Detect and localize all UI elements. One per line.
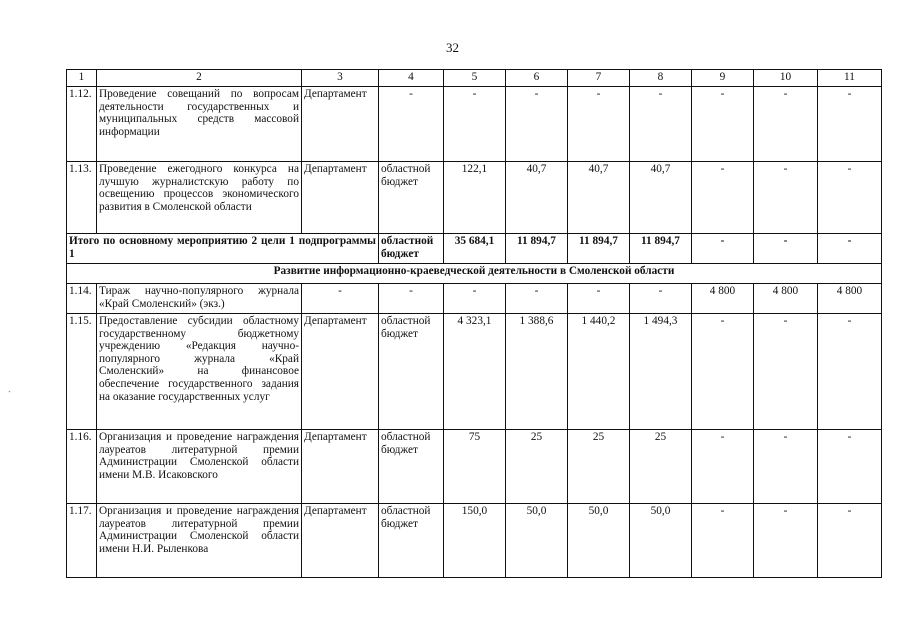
- row-value: 4 800: [818, 284, 882, 314]
- row-value: -: [506, 284, 568, 314]
- column-header: 3: [302, 70, 379, 87]
- row-value: 1 494,3: [630, 314, 692, 430]
- row-value: 25: [630, 430, 692, 504]
- section-header-row: [67, 264, 882, 284]
- row-value: -: [818, 87, 882, 162]
- row-number: 1.14.: [67, 284, 97, 314]
- row-name: Тираж научно-популярного журнала «Край Смоленский» (экз.): [97, 284, 302, 314]
- row-number: 1.15.: [67, 314, 97, 430]
- total-label: Итого по основному мероприятию 2 цели 1 подпрограммы 1: [67, 234, 379, 264]
- row-value: -: [818, 430, 882, 504]
- row-value: -: [630, 87, 692, 162]
- row-value: 50,0: [568, 504, 630, 578]
- column-header: 8: [630, 70, 692, 87]
- total-value: -: [818, 234, 882, 264]
- column-header: 5: [444, 70, 506, 87]
- column-header: 7: [568, 70, 630, 87]
- row-source: областной бюджет: [379, 504, 444, 578]
- row-value: -: [754, 504, 818, 578]
- total-value: 35 684,1: [444, 234, 506, 264]
- column-header: 10: [754, 70, 818, 87]
- row-value: -: [818, 162, 882, 234]
- row-value: -: [754, 430, 818, 504]
- row-value: -: [692, 162, 754, 234]
- row-name: Проведение совещаний по вопросам деятельности государственных и муниципальных средств массовой информации: [97, 87, 302, 162]
- total-row: [67, 234, 882, 264]
- row-value: 40,7: [630, 162, 692, 234]
- scan-dot-mark: [8, 390, 11, 393]
- row-executor: Департамент: [302, 87, 379, 162]
- row-value: -: [568, 284, 630, 314]
- row-value: 25: [506, 430, 568, 504]
- row-value: 40,7: [568, 162, 630, 234]
- row-executor: Департамент: [302, 162, 379, 234]
- row-source: областной бюджет: [379, 162, 444, 234]
- total-source: областной бюджет: [379, 234, 444, 264]
- row-name: Проведение ежегодного конкурса на лучшую журналистскую работу по освещению процессов экономического развития в Смоленской области: [97, 162, 302, 234]
- row-executor: Департамент: [302, 504, 379, 578]
- row-value: 40,7: [506, 162, 568, 234]
- row-value: -: [818, 504, 882, 578]
- total-value: 11 894,7: [630, 234, 692, 264]
- row-value: -: [692, 87, 754, 162]
- row-value: -: [754, 162, 818, 234]
- row-value: -: [818, 314, 882, 430]
- table-row: [67, 87, 882, 162]
- row-value: -: [444, 284, 506, 314]
- row-source: областной бюджет: [379, 430, 444, 504]
- row-executor: -: [302, 284, 379, 314]
- row-value: -: [754, 87, 818, 162]
- row-value: -: [692, 504, 754, 578]
- column-header-row: [67, 70, 882, 87]
- row-executor: Департамент: [302, 314, 379, 430]
- total-value: 11 894,7: [506, 234, 568, 264]
- row-value: -: [506, 87, 568, 162]
- row-value: 150,0: [444, 504, 506, 578]
- column-header: 6: [506, 70, 568, 87]
- column-header: 1: [67, 70, 97, 87]
- table-row: [67, 504, 882, 578]
- row-source: -: [379, 284, 444, 314]
- row-number: 1.13.: [67, 162, 97, 234]
- row-value: 25: [568, 430, 630, 504]
- table-row: [67, 284, 882, 314]
- row-source: областной бюджет: [379, 314, 444, 430]
- row-value: -: [754, 314, 818, 430]
- row-value: 50,0: [630, 504, 692, 578]
- row-value: -: [630, 284, 692, 314]
- page-number: 32: [446, 40, 459, 55]
- total-value: -: [692, 234, 754, 264]
- table-row: [67, 314, 882, 430]
- row-name: Организация и проведение награждения лауреатов литературной премии Администрации Смоленской области имени М.В. Исаковского: [97, 430, 302, 504]
- column-header: 9: [692, 70, 754, 87]
- column-header: 2: [97, 70, 302, 87]
- row-value: -: [568, 87, 630, 162]
- total-value: -: [754, 234, 818, 264]
- row-value: -: [444, 87, 506, 162]
- row-value: -: [692, 314, 754, 430]
- section-title: Развитие информационно-краеведческой деятельности в Смоленской области: [67, 264, 882, 284]
- row-number: 1.16.: [67, 430, 97, 504]
- row-value: 122,1: [444, 162, 506, 234]
- row-name: Предоставление субсидии областному государственному бюджетному учреждению «Редакция научно-популярного журнала «Край Смоленский» на финансовое обеспечение государственного задания на оказание государственных услуг: [97, 314, 302, 430]
- row-number: 1.12.: [67, 87, 97, 162]
- row-executor: Департамент: [302, 430, 379, 504]
- row-value: 1 440,2: [568, 314, 630, 430]
- row-name: Организация и проведение награждения лауреатов литературной премии Администрации Смоленской области имени Н.И. Рыленкова: [97, 504, 302, 578]
- table-row: [67, 430, 882, 504]
- row-value: 4 323,1: [444, 314, 506, 430]
- column-header: 4: [379, 70, 444, 87]
- row-value: 50,0: [506, 504, 568, 578]
- total-value: 11 894,7: [568, 234, 630, 264]
- row-value: 75: [444, 430, 506, 504]
- row-value: 1 388,6: [506, 314, 568, 430]
- row-value: -: [692, 430, 754, 504]
- program-table: [66, 69, 882, 578]
- row-value: 4 800: [754, 284, 818, 314]
- row-value: 4 800: [692, 284, 754, 314]
- row-number: 1.17.: [67, 504, 97, 578]
- column-header: 11: [818, 70, 882, 87]
- row-source: -: [379, 87, 444, 162]
- table-row: [67, 162, 882, 234]
